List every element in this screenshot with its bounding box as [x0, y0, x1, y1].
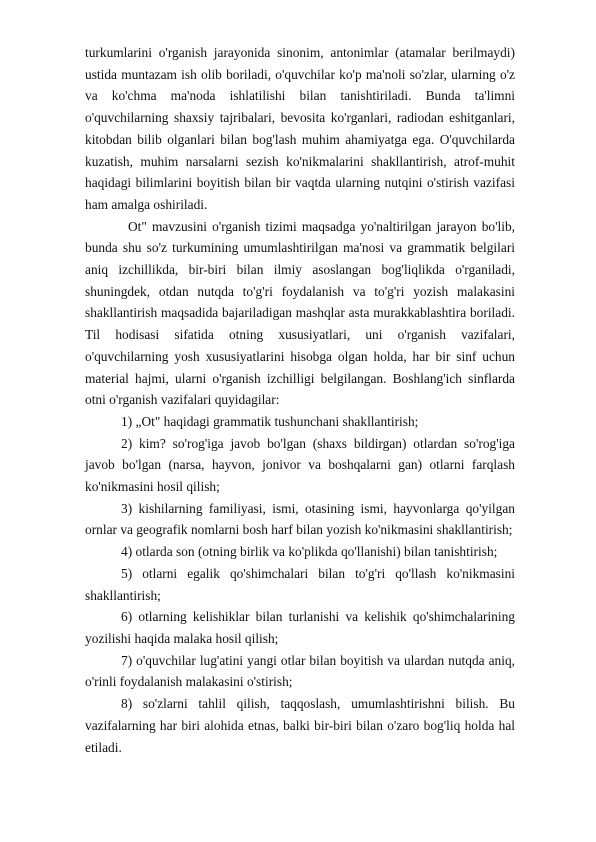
body-paragraph-1: turkumlarini o'rganish jarayonida sinonim, antonimlar (atamalar berilmaydi) ustida muntazam ish olib boriladi, o'quvchilar ko'p ma'noli so'zlar, ularning o'z va ko'chma ma'noda ishlatilishi bilan tanishtiriladi. Bunda ta'limni o'quvchilarning shaxsiy tajribalari, bevosita ko'rganlari, radiodan eshitganlari, kitobdan bilib olganlari bilan bog'lash muhim ahamiyatga ega. O'quvchilarda kuzatish, muhim narsalarni sezish ko'nikmalarini shakllantirish, atrof-muhit haqidagi bilimlarini boyitish bilan bir vaqtda ularning nutqini o'stirish vazifasi ham amalga oshiriladi. — [85, 45, 515, 212]
list-item-2: 2) kim? so'rog'iga javob bo'lgan (shaxs bildirgan) otlardan so'rog'iga javob bo'lgan (narsa, hayvon, jonivor va boshqalarni gan) otlarni farqlash ko'nikmasini hosil qilish; — [85, 435, 515, 495]
list-item-3: 3) kishilarning familiyasi, ismi, otasining ismi, hayvonlarga qo'yilgan ornlar va geografik nomlarni bosh harf bilan yozish ko'nikmasini shakllantirish; — [85, 500, 515, 538]
list-item-6: 6) otlarning kelishiklar bilan turlanishi va kelishik qo'shimchalarining yozilishi haqida malaka hosil qilish; — [85, 609, 515, 646]
body-paragraph-2: Ot" mavzusini o'rganish tizimi maqsadga yo'naltirilgan jarayon bo'lib, bunda shu so'z turkumining umumlashtirilgan ma'nosi va grammatik belgilari aniq izchillikda, bir-biri bilan ilmiy asoslangan bog'liqlikda o'rganiladi, shuningdek, otdan nutqda to'g'ri foydalanish va to'g'ri yozish malakasini shakllantirish maqsadida bajariladigan mashqlar asta murakkablashtira boriladi. Til hodisasi sifatida otning xususiyatlari, uni o'rganish vazifalari, o'quvchilarning yosh xususiyatlarini hisobga olgan holda, har bir sinf uchun material hajmi, ularni o'rganish izchilligi belgilangan. Boshlang'ich sinflarda otni o'rganish vazifalari quyidagilar: — [85, 218, 515, 408]
list-item-8: 8) so'zlarni tahlil qilish, taqqoslash, umumlashtirishni bilish. Bu vazifalarning har biri alohida etnas, balki bir-biri bilan o'zaro bog'liq holda hal etiladi. — [85, 696, 515, 755]
list-item-4: 4) otlarda son (otning birlik va ko'plikda qo'llanishi) bilan tanishtirish; — [121, 544, 498, 560]
list-item-1: 1) „Ot" haqidagi grammatik tushunchani shakllantirish; — [121, 413, 419, 429]
document-page — [85, 42, 515, 758]
list-item-5: 5) otlarni egalik qo'shimchalari bilan to'g'ri qo'llash ko'nikmasini shakllantirish; — [85, 565, 515, 603]
list-item-7: 7) o'quvchilar lug'atini yangi otlar bilan boyitish va ulardan nutqda aniq, o'rinli foydalanish malakasini o'stirish; — [85, 652, 515, 690]
